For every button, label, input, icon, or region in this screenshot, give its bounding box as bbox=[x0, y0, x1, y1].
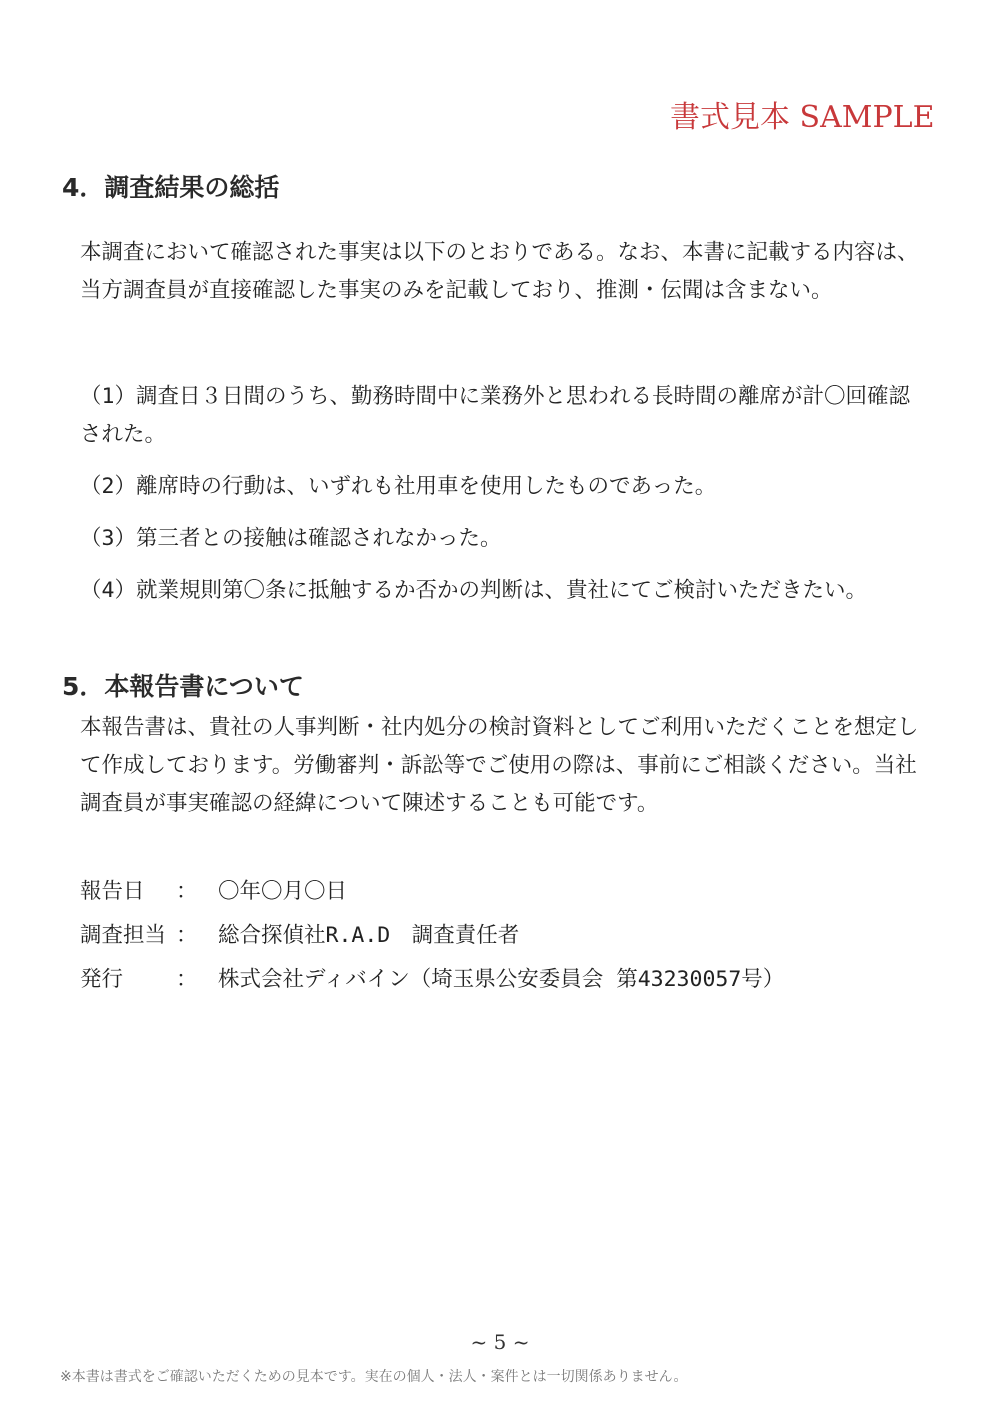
meta-colon: ： bbox=[176, 923, 198, 948]
section-5-body: 本報告書は、貴社の人事判断・社内処分の検討資料としてご利用いただくことを想定して作成しております。労働審判・訴訟等でご使用の際は、事前にご相談ください。当社調査員が事実確認の経緯について陳述することも可能です。 bbox=[80, 715, 919, 816]
finding-item-2: （2）離席時の行動は、いずれも社用車を使用したものであった。 bbox=[80, 474, 717, 499]
meta-row-issuer bbox=[80, 965, 784, 995]
meta-row-report-date bbox=[80, 877, 347, 907]
sample-watermark: 書式見本 SAMPLE bbox=[670, 100, 935, 135]
meta-colon: ： bbox=[176, 967, 198, 992]
section-4-heading: 4．調査結果の総括 bbox=[62, 173, 280, 202]
footer-disclaimer: ※本書は書式をご確認いただくための見本です。実在の個人・法人・案件とは一切関係ありません。 bbox=[60, 1369, 688, 1385]
finding-item-3: （3）第三者との接触は確認されなかった。 bbox=[80, 526, 502, 551]
meta-value: 株式会社ディバイン（埼玉県公安委員会 第43230057号） bbox=[218, 967, 785, 992]
page-number: ~ 5 ~ bbox=[470, 1330, 530, 1354]
meta-colon: ： bbox=[176, 879, 198, 904]
finding-item-1: （1）調査日３日間のうち、勤務時間中に業務外と思われる長時間の離席が計〇回確認された。 bbox=[80, 384, 910, 447]
meta-value: 〇年〇月〇日 bbox=[218, 879, 348, 904]
section-5-heading: 5．本報告書について bbox=[62, 672, 304, 701]
meta-value: 総合探偵社R.A.D 調査責任者 bbox=[218, 923, 520, 948]
meta-row-investigator bbox=[80, 921, 519, 951]
meta-label: 報告日 bbox=[80, 879, 145, 904]
section-4-intro: 本調査において確認された事実は以下のとおりである。なお、本書に記載する内容は、当方調査員が直接確認した事実のみを記載しており、推測・伝聞は含まない。 bbox=[80, 240, 919, 303]
finding-item-4: （4）就業規則第〇条に抵触するか否かの判断は、貴社にてご検討いただきたい。 bbox=[80, 578, 867, 603]
meta-label: 調査担当 bbox=[80, 923, 167, 948]
meta-label: 発行 bbox=[80, 967, 124, 992]
